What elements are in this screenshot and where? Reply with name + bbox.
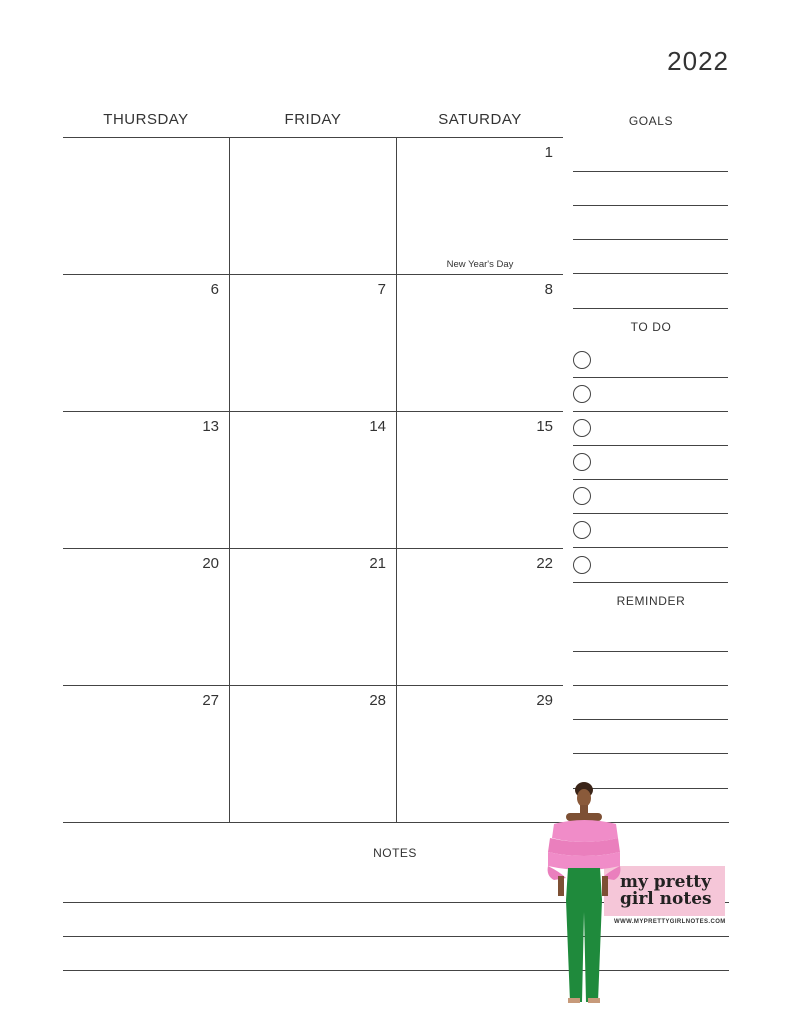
day-cell[interactable] xyxy=(63,549,229,685)
todo-title: TO DO xyxy=(630,320,672,334)
day-cell[interactable] xyxy=(397,549,563,685)
brand-url: WWW.MYPRETTYGIRLNOTES.COM xyxy=(614,919,726,925)
day-cell[interactable] xyxy=(63,686,229,822)
day-number: 29 xyxy=(536,692,553,709)
todo-checkbox[interactable] xyxy=(573,521,591,539)
holiday-label: New Year's Day xyxy=(446,259,514,270)
todo-checkbox[interactable] xyxy=(573,351,591,369)
brand-name-line2: girl notes xyxy=(620,889,712,909)
day-cell[interactable] xyxy=(397,412,563,548)
day-number: 14 xyxy=(369,418,386,435)
day-cell[interactable] xyxy=(230,549,396,685)
notes-title: NOTES xyxy=(373,846,417,860)
day-number: 13 xyxy=(202,418,219,435)
day-cell[interactable] xyxy=(230,275,396,411)
day-cell[interactable] xyxy=(63,275,229,411)
todo-checkbox[interactable] xyxy=(573,556,591,574)
day-number: 8 xyxy=(544,281,553,298)
fashion-illustration xyxy=(540,780,622,1006)
day-cell[interactable] xyxy=(63,138,229,274)
header-saturday: SATURDAY xyxy=(438,111,522,128)
todo-checkbox[interactable] xyxy=(573,419,591,437)
day-number: 28 xyxy=(369,692,386,709)
day-number: 6 xyxy=(210,281,219,298)
day-cell[interactable] xyxy=(397,138,563,274)
day-number: 15 xyxy=(536,418,553,435)
day-number: 21 xyxy=(369,555,386,572)
day-number: 1 xyxy=(544,144,553,161)
brand-logo-text xyxy=(620,874,724,908)
header-friday: FRIDAY xyxy=(284,111,342,128)
day-cell[interactable] xyxy=(230,686,396,822)
day-number: 22 xyxy=(536,555,553,572)
day-cell[interactable] xyxy=(397,275,563,411)
day-number: 20 xyxy=(202,555,219,572)
todo-checkbox[interactable] xyxy=(573,385,591,403)
day-number: 27 xyxy=(202,692,219,709)
header-thursday: THURSDAY xyxy=(103,111,189,128)
todo-checkbox[interactable] xyxy=(573,487,591,505)
todo-checkbox[interactable] xyxy=(573,453,591,471)
year-title: 2022 xyxy=(667,46,729,76)
day-cell[interactable] xyxy=(230,138,396,274)
day-cell[interactable] xyxy=(397,686,563,822)
reminder-title: REMINDER xyxy=(616,594,686,608)
day-cell[interactable] xyxy=(230,412,396,548)
day-cell[interactable] xyxy=(63,412,229,548)
brand-name-line1: my pretty xyxy=(620,872,712,892)
goals-title: GOALS xyxy=(628,114,674,128)
day-number: 7 xyxy=(377,281,386,298)
